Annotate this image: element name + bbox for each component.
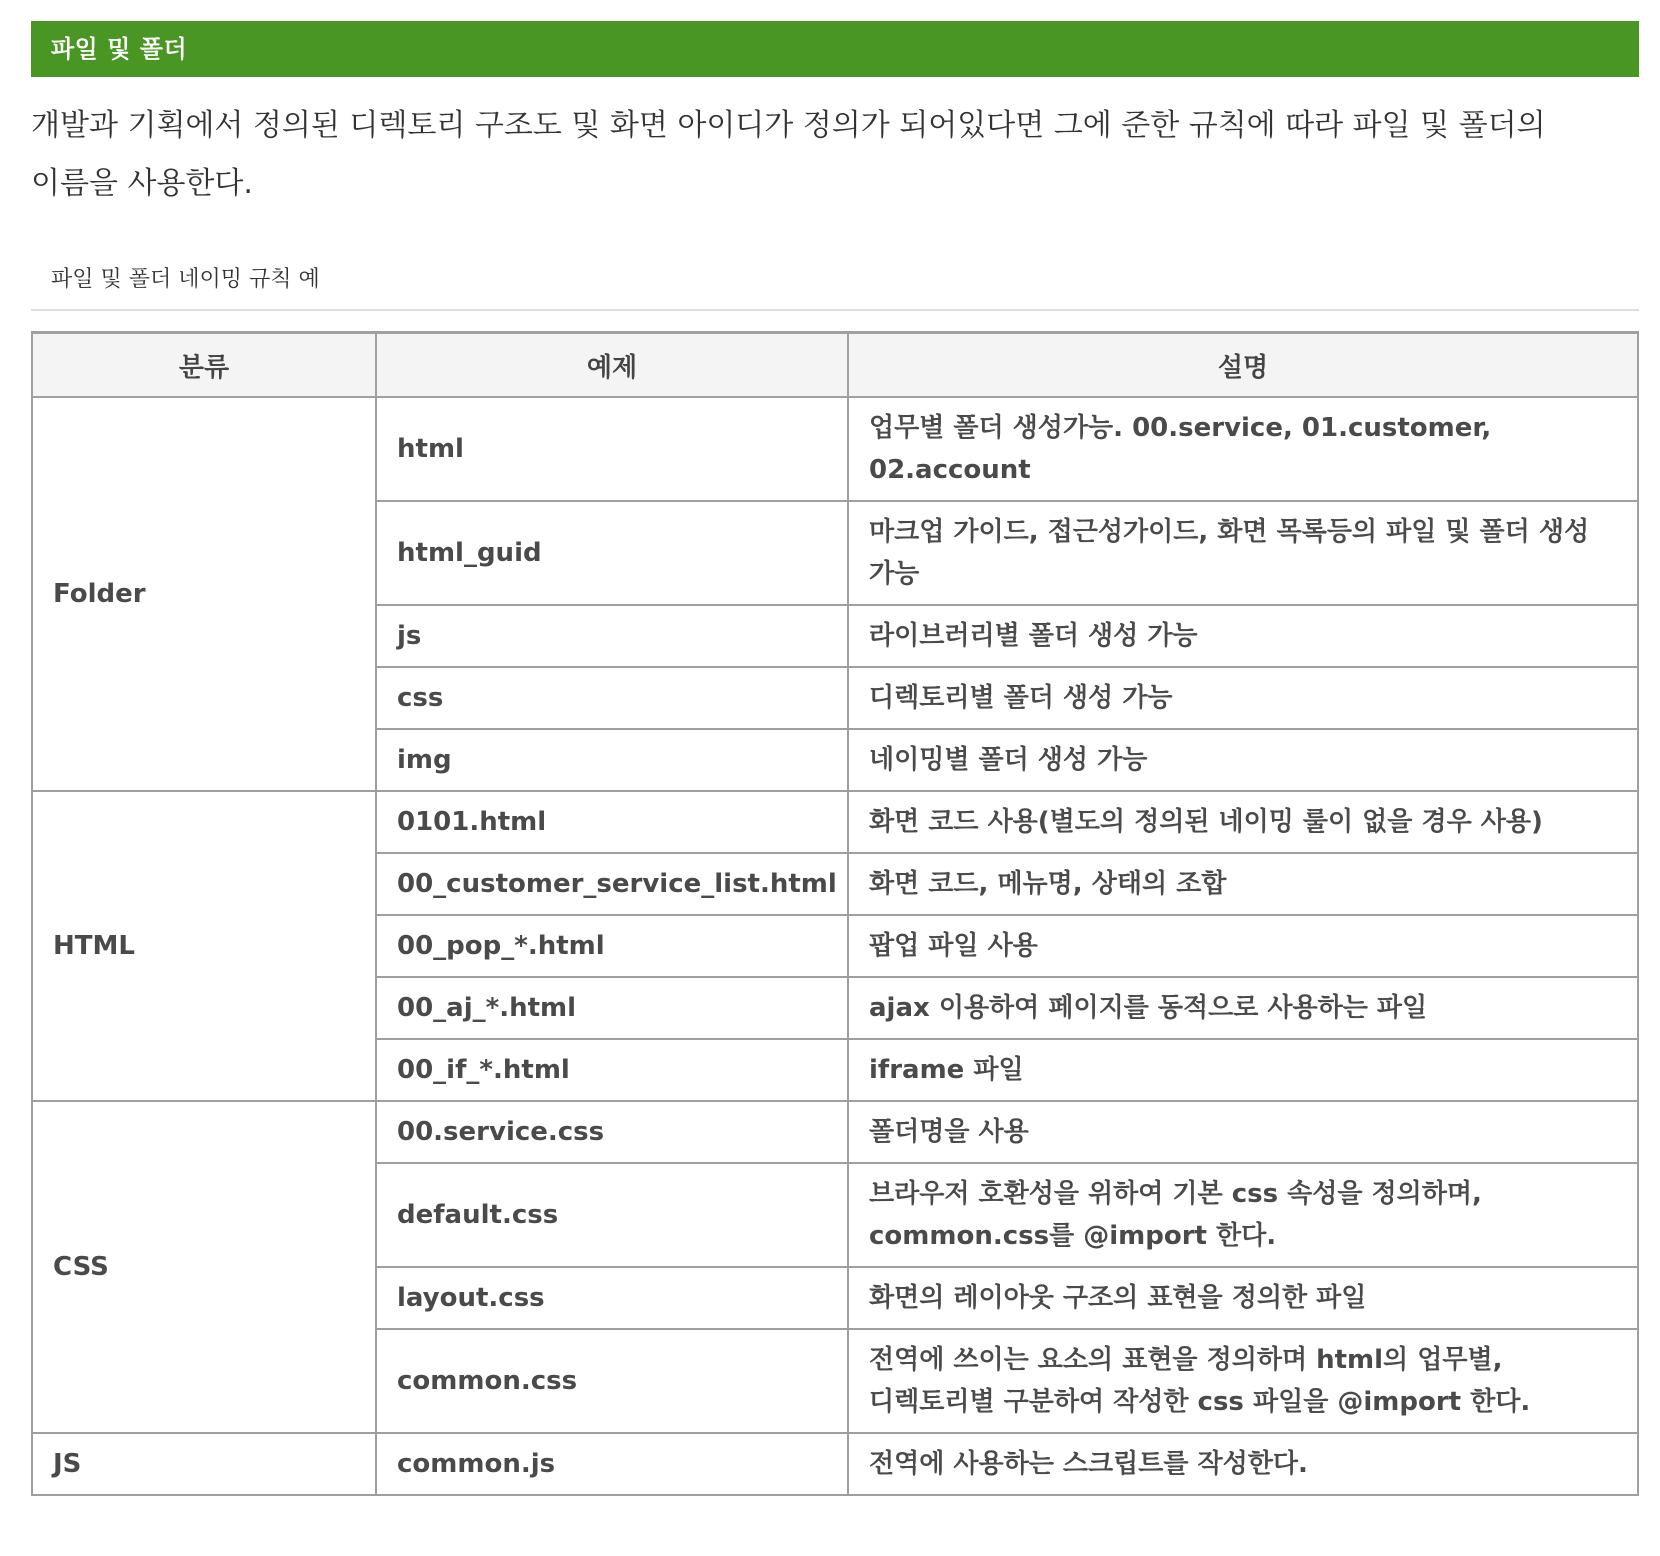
table-caption: 파일 및 폴더 네이밍 규칙 예 — [31, 261, 1639, 311]
description-cell: 네이밍별 폴더 생성 가능 — [848, 729, 1638, 791]
example-cell: common.js — [376, 1433, 848, 1495]
example-cell: 00_aj_*.html — [376, 977, 848, 1039]
description-cell: 브라우저 호환성을 위하여 기본 css 속성을 정의하며, common.css를 @import 한다. — [848, 1163, 1638, 1267]
example-cell: 00.service.css — [376, 1101, 848, 1163]
description-cell: ajax 이용하여 페이지를 동적으로 사용하는 파일 — [848, 977, 1638, 1039]
header-category: 분류 — [32, 333, 376, 398]
page-content — [0, 21, 1660, 1496]
header-example: 예제 — [376, 333, 848, 398]
category-cell: JS — [32, 1433, 376, 1495]
description-cell: 라이브러리별 폴더 생성 가능 — [848, 605, 1638, 667]
header-description: 설명 — [848, 333, 1638, 398]
table-row — [32, 791, 1638, 853]
description-cell: 화면 코드 사용(별도의 정의된 네이밍 룰이 없을 경우 사용) — [848, 791, 1638, 853]
category-cell: Folder — [32, 397, 376, 791]
description-cell: 디렉토리별 폴더 생성 가능 — [848, 667, 1638, 729]
description-cell: 전역에 사용하는 스크립트를 작성한다. — [848, 1433, 1638, 1495]
section-title-bar — [31, 21, 1639, 77]
table-header-row — [32, 333, 1638, 398]
table-row — [32, 1433, 1638, 1495]
example-cell: html_guid — [376, 501, 848, 605]
table-row — [32, 397, 1638, 501]
example-cell: js — [376, 605, 848, 667]
example-cell: 0101.html — [376, 791, 848, 853]
category-cell: HTML — [32, 791, 376, 1101]
example-cell: html — [376, 397, 848, 501]
description-cell: 전역에 쓰이는 요소의 표현을 정의하며 html의 업무별, 디렉토리별 구분하여 작성한 css 파일을 @import 한다. — [848, 1329, 1638, 1433]
example-cell: default.css — [376, 1163, 848, 1267]
description-cell: 폴더명을 사용 — [848, 1101, 1638, 1163]
section-title: 파일 및 폴더 — [51, 35, 188, 63]
table-row — [32, 1101, 1638, 1163]
description-cell: 팝업 파일 사용 — [848, 915, 1638, 977]
description-cell: 마크업 가이드, 접근성가이드, 화면 목록등의 파일 및 폴더 생성 가능 — [848, 501, 1638, 605]
description-cell: 업무별 폴더 생성가능. 00.service, 01.customer, 02.account — [848, 397, 1638, 501]
intro-paragraph: 개발과 기획에서 정의된 디렉토리 구조도 및 화면 아이디가 정의가 되어있다면 그에 준한 규칙에 따라 파일 및 폴더의 이름을 사용한다. — [31, 108, 1546, 201]
example-cell: common.css — [376, 1329, 848, 1433]
naming-rules-table — [31, 331, 1639, 1496]
example-cell: 00_pop_*.html — [376, 915, 848, 977]
example-cell: 00_customer_service_list.html — [376, 853, 848, 915]
description-cell: 화면의 레이아웃 구조의 표현을 정의한 파일 — [848, 1267, 1638, 1329]
example-cell: 00_if_*.html — [376, 1039, 848, 1101]
category-cell: CSS — [32, 1101, 376, 1433]
description-cell: iframe 파일 — [848, 1039, 1638, 1101]
description-cell: 화면 코드, 메뉴명, 상태의 조합 — [848, 853, 1638, 915]
example-cell: layout.css — [376, 1267, 848, 1329]
example-cell: css — [376, 667, 848, 729]
example-cell: img — [376, 729, 848, 791]
